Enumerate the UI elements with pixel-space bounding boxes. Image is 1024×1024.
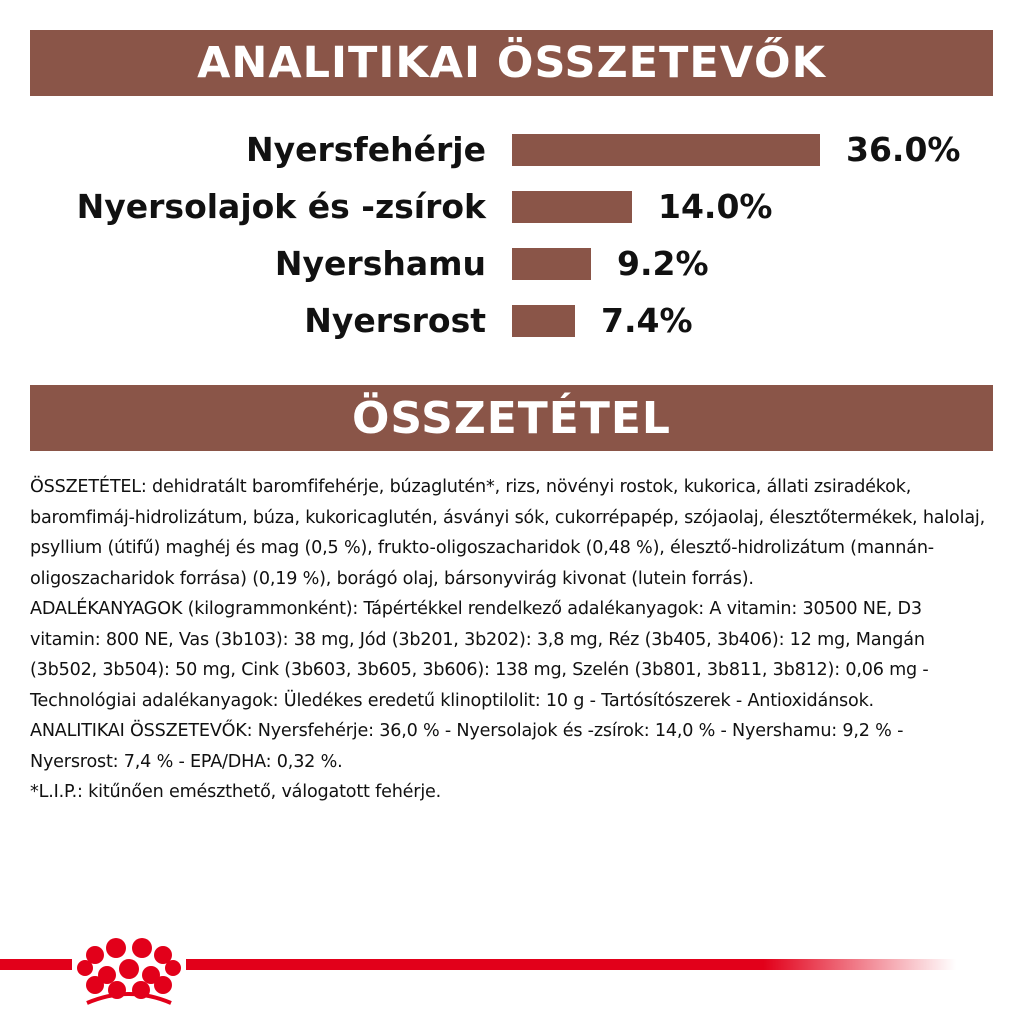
nutrient-value-label: 14.0% <box>658 187 773 226</box>
nutrient-value-label: 9.2% <box>617 244 709 283</box>
crown-logo-icon <box>77 938 181 1003</box>
analytics-paragraph: ANALITIKAI ÖSSZETEVŐK: Nyersfehérje: 36,0 % - Nyersolajok és -zsírok: 14,0 % - Nyershamu: 9,2 % - Nyersrost: 7,4 % - EPA/DHA: 0,32 %. <box>30 721 904 772</box>
footer-line-left <box>0 959 72 970</box>
nutrient-label: Nyersolajok és -zsírok <box>76 187 486 226</box>
nutrient-label: Nyershamu <box>274 244 486 283</box>
footnote-paragraph: *L.I.P.: kitűnően emészthető, válogatott fehérje. <box>30 782 442 802</box>
analytics-banner-title: ANALITIKAI ÖSSZETEVŐK <box>197 38 826 88</box>
nutrient-label: Nyersfehérje <box>245 130 486 169</box>
analytics-banner <box>30 30 993 96</box>
composition-text <box>30 472 990 808</box>
nutrient-bar <box>512 191 632 223</box>
nutrient-label: Nyersrost <box>304 301 486 340</box>
footer-graphic <box>0 935 1024 1005</box>
nutrient-bar <box>512 134 820 166</box>
nutrient-bar <box>512 248 591 280</box>
footer-line-right <box>186 959 956 970</box>
nutrient-row <box>0 187 1024 227</box>
nutrient-value-label: 36.0% <box>846 130 961 169</box>
composition-banner-title: ÖSSZETÉTEL <box>352 392 671 444</box>
brand-footer <box>0 935 1024 1005</box>
additives-paragraph: ADALÉKANYAGOK (kilogrammonként): Tápértékkel rendelkező adalékanyagok: A vitamin: 30500 NE, D3 vitamin: 800 NE, Vas (3b103): 38 mg, Jód (3b201, 3b202): 3,8 mg, Réz (3b405, 3b406): 12 mg, Mangán (3b502, 3b504): 50 mg, Cink (3b603, 3b605, 3b606): 138 mg, Szelén (3b801, 3b811, 3b812): 0,06 mg - Technológiai adalékanyagok: Üledékes eredetű klinoptilolit: 10 g - Tartósítószerek - Antioxidánsok. <box>30 599 929 711</box>
composition-paragraph: ÖSSZETÉTEL: dehidratált baromfifehérje, búzaglutén*, rizs, növényi rostok, kukorica, állati zsiradékok, baromfimáj-hidrolizátum, búza, kukoricaglutén, ásványi sók, cukorrépapép, szójaolaj, élesztőtermékek, halolaj, psyllium (útifű) maghéj és mag (0,5 %), frukto-oligoszacharidok (0,48 %), élesztő-hidrolizátum (mannán-oligoszacharidok forrása) (0,19 %), borágó olaj, bársonyvirág kivonat (lutein forrás). <box>30 477 985 589</box>
nutrient-row <box>0 244 1024 284</box>
composition-banner <box>30 385 993 451</box>
nutrient-row <box>0 301 1024 341</box>
nutrient-bar <box>512 305 575 337</box>
nutrient-value-label: 7.4% <box>601 301 693 340</box>
nutrient-row <box>0 130 1024 170</box>
